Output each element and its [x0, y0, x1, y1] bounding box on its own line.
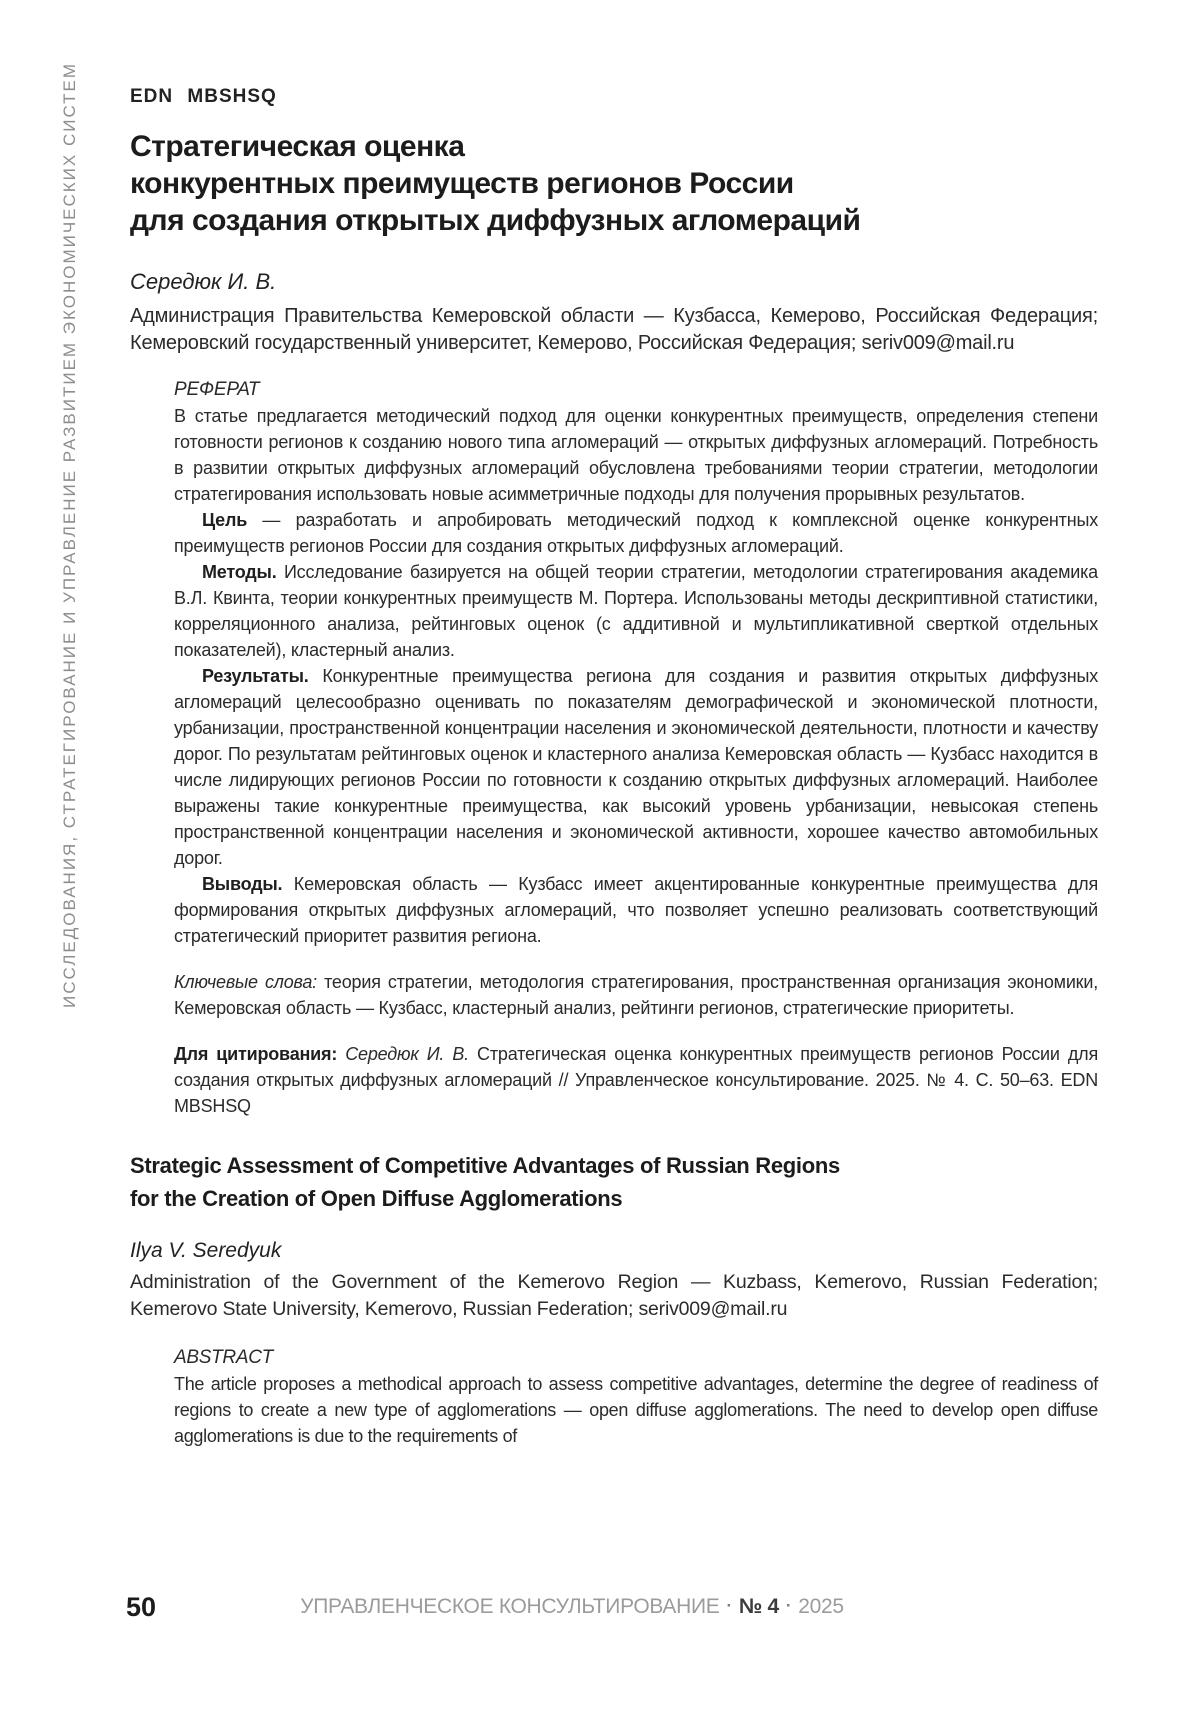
abstract-block-en — [174, 1345, 1098, 1449]
title-line-ru: конкурентных преимуществ регионов России — [130, 167, 794, 200]
goal-label: Цель — [202, 510, 248, 530]
conclusions-text: Кемеровская область — Кузбасс имеет акцентированные конкурентные преимущества для формирования открытых диффузных агломераций, что позволяет успешно реализовать соответствующий стратегический приоритет развития региона. — [174, 874, 1098, 946]
journal-title: УПРАВЛЕНЧЕСКОЕ КОНСУЛЬТИРОВАНИЕ — [300, 1595, 720, 1618]
article-title-ru — [130, 128, 1098, 239]
author-name-ru: Середюк И. В. — [130, 269, 277, 294]
abstract-label-ru: РЕФЕРАТ — [174, 379, 260, 400]
page-footer — [126, 1592, 1098, 1626]
abstract-text-en: The article proposes a methodical approach to assess competitive advantages, determine the degree of readiness of regions to create a new type of agglomerations — open diffuse agglomerations. The need to develop open diffuse agglomerations is due to the requirements of — [174, 1374, 1098, 1446]
goal-paragraph — [174, 507, 1098, 559]
author-name-en: Ilya V. Seredyuk — [130, 1239, 282, 1262]
keywords-text: теория стратегии, методология стратегирования, пространственная организация экономики, Кемеровская область — Кузбасс, кластерный анализ, рейтинги регионов, стратегические приоритеты. — [174, 972, 1099, 1018]
issue-year: 2025 — [798, 1595, 844, 1618]
abstract-paragraph-ru — [174, 403, 1098, 507]
footer-separator: · — [785, 1596, 792, 1615]
results-text: Конкурентные преимущества региона для создания и развития открытых диффузных агломераций целесообразно оценивать по показателям демографической и экономической плотности, урбанизации, пространственной концентрации населения и экономической деятельности, плотности и качеству дорог. По результатам рейтинговых оценок и кластерного анализа Кемеровская область — Кузбасс находится в числе лидирующих регионов России по готовности к созданию открытых диффузных агломераций. Наиболее выражены такие конкурентные преимущества, как высокий уровень урбанизации, невысокая степень пространственной концентрации населения и экономической активности, хорошее качество автомобильных дорог. — [174, 666, 1098, 868]
conclusions-label: Выводы. — [202, 874, 283, 894]
methods-label: Методы. — [202, 562, 277, 582]
journal-footer-line — [130, 1592, 1014, 1619]
title-line-en: for the Creation of Open Diffuse Agglomerations — [130, 1186, 623, 1211]
methods-text: Исследование базируется на общей теории стратегии, методологии стратегирования академика В.Л. Квинта, теории конкурентных преимуществ М. Портера. Использованы методы дескриптивной статистики, корреляционного анализа, рейтинговых оценок (с аддитивной и мультипликативной сверткой отдельных показателей), кластерный анализ. — [174, 562, 1098, 660]
citation-author: Середюк И. В. — [337, 1044, 469, 1064]
article-title-en — [130, 1149, 1098, 1215]
citation-paragraph — [174, 1041, 1098, 1119]
title-line-ru: для создания открытых диффузных агломераций — [130, 204, 861, 237]
abstract-paragraph-en — [174, 1371, 1098, 1449]
abstract-block-ru — [174, 377, 1098, 1119]
citation-text: Стратегическая оценка конкурентных преимуществ регионов России для создания открытых диффузных агломераций // Управленческое консультирование. 2025. № 4. С. 50–63. EDN MBSHSQ — [174, 1044, 1098, 1116]
results-paragraph — [174, 663, 1098, 871]
footer-separator: · — [726, 1596, 732, 1615]
goal-text: — разработать и апробировать методический подход к комплексной оценке конкурентных преимуществ регионов России для создания открытых диффузных агломераций. — [174, 510, 1098, 556]
abstract-text-ru: В статье предлагается методический подход для оценки конкурентных преимуществ, определения степени готовности регионов к созданию нового типа агломераций — открытых диффузных агломераций. Потребность в развитии открытых диффузных агломераций обусловлена требованиями теории стратегии, методологии стратегирования использовать новые асимметричные подходы для получения прорывных результатов. — [174, 406, 1098, 504]
methods-paragraph — [174, 559, 1098, 663]
conclusions-paragraph — [174, 871, 1098, 949]
sidebar-rubric: ИССЛЕДОВАНИЯ, СТРАТЕГИРОВАНИЕ И УПРАВЛЕНИЕ РАЗВИТИЕМ ЭКОНОМИЧЕСКИХ СИСТЕМ — [60, 61, 79, 1008]
keywords-label: Ключевые слова: — [174, 972, 317, 992]
page-number: 50 — [126, 1592, 157, 1622]
article-content — [130, 86, 1098, 1449]
results-label: Результаты. — [202, 666, 309, 686]
title-line-ru: Стратегическая оценка — [130, 130, 465, 163]
title-line-en: Strategic Assessment of Competitive Advantages of Russian Regions — [130, 1153, 840, 1178]
edn-code: EDN MBSHSQ — [130, 86, 277, 107]
affiliation-en: Administration of the Government of the Kemerovo Region — Kuzbass, Kemerovo, Russian Federation; Kemerovo State University, Kemerovo, Russian Federation; seriv009@mail.ru — [130, 1271, 1098, 1320]
issue-number: № 4 — [738, 1595, 779, 1618]
keywords-paragraph — [174, 969, 1098, 1021]
affiliation-ru: Администрация Правительства Кемеровской области — Кузбасса, Кемерово, Российская Федерация; Кемеровский государственный университет, Кемерово, Российская Федерация; seriv009@mail.ru — [130, 305, 1098, 354]
citation-label: Для цитирования: — [174, 1044, 338, 1064]
abstract-label-en: ABSTRACT — [174, 1347, 273, 1368]
